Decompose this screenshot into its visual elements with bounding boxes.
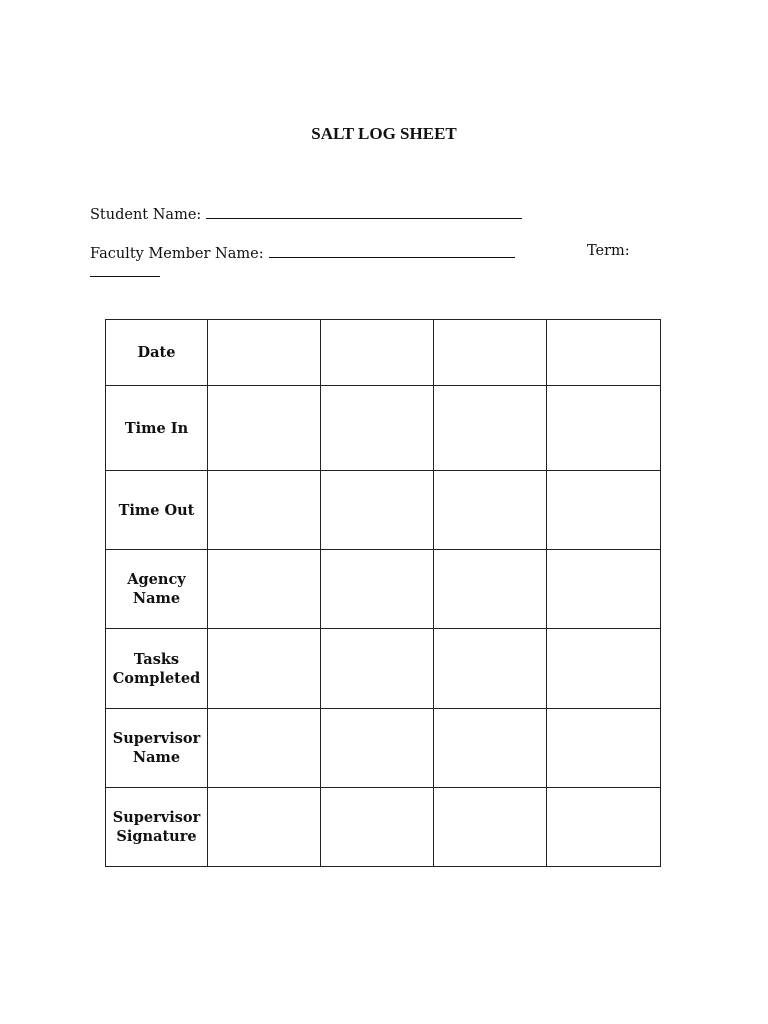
student-name-blank[interactable] [206,204,522,219]
table-cell[interactable] [321,550,434,629]
table-cell[interactable] [321,320,434,386]
row-label-line: Tasks [133,650,180,668]
table-row [106,629,661,709]
row-label-line: Name [132,590,181,607]
row-label-line: Completed [112,669,201,687]
row-label-line: Signature [116,828,197,845]
row-label-line: Date [137,344,176,361]
table-cell[interactable] [434,709,547,788]
row-label-date [106,320,208,386]
term-field [587,243,630,259]
row-label-line: Supervisor [112,809,201,826]
row-label-line: Agency [127,571,186,588]
table-row [106,788,661,867]
table-cell[interactable] [208,386,321,471]
table-cell[interactable] [434,471,547,550]
table-cell[interactable] [208,788,321,867]
row-label-time-out [106,471,208,550]
table-cell[interactable] [547,550,661,629]
row-label-line: Time In [124,419,189,437]
table-cell[interactable] [321,629,434,709]
row-label-line: Supervisor [112,730,201,747]
table-row [106,550,661,629]
table-cell[interactable] [547,709,661,788]
table-cell[interactable] [321,471,434,550]
table-cell[interactable] [547,788,661,867]
table-cell[interactable] [434,386,547,471]
row-label-supervisor-signature [106,788,208,867]
log-table [105,319,661,867]
row-label-supervisor-name [106,709,208,788]
table-cell[interactable] [208,471,321,550]
faculty-member-name-blank[interactable] [269,243,515,258]
table-cell[interactable] [434,788,547,867]
row-label-line: Name [132,749,181,766]
student-name-field [90,204,522,223]
table-cell[interactable] [547,386,661,471]
table-cell[interactable] [208,709,321,788]
table-row [106,320,661,386]
row-label-time-in [106,386,208,471]
table-cell[interactable] [547,629,661,709]
row-label-line: Time Out [118,501,195,519]
table-cell[interactable] [547,471,661,550]
table-cell[interactable] [208,629,321,709]
table-row [106,471,661,550]
table-cell[interactable] [434,629,547,709]
page-title: SALT LOG SHEET [311,124,457,143]
term-blank-wrapper [90,262,160,281]
table-cell[interactable] [321,386,434,471]
faculty-member-name-field [90,243,515,262]
student-name-label: Student Name: [90,207,202,223]
row-label-agency-name [106,550,208,629]
table-cell[interactable] [208,320,321,386]
row-label-tasks-completed [106,629,208,709]
table-row [106,709,661,788]
table-cell[interactable] [321,788,434,867]
table-cell[interactable] [208,550,321,629]
term-label: Term: [587,243,630,259]
table-cell[interactable] [547,320,661,386]
table-cell[interactable] [434,320,547,386]
table-cell[interactable] [321,709,434,788]
term-blank[interactable] [90,262,160,277]
table-cell[interactable] [434,550,547,629]
faculty-member-name-label: Faculty Member Name: [90,246,264,262]
table-row [106,386,661,471]
